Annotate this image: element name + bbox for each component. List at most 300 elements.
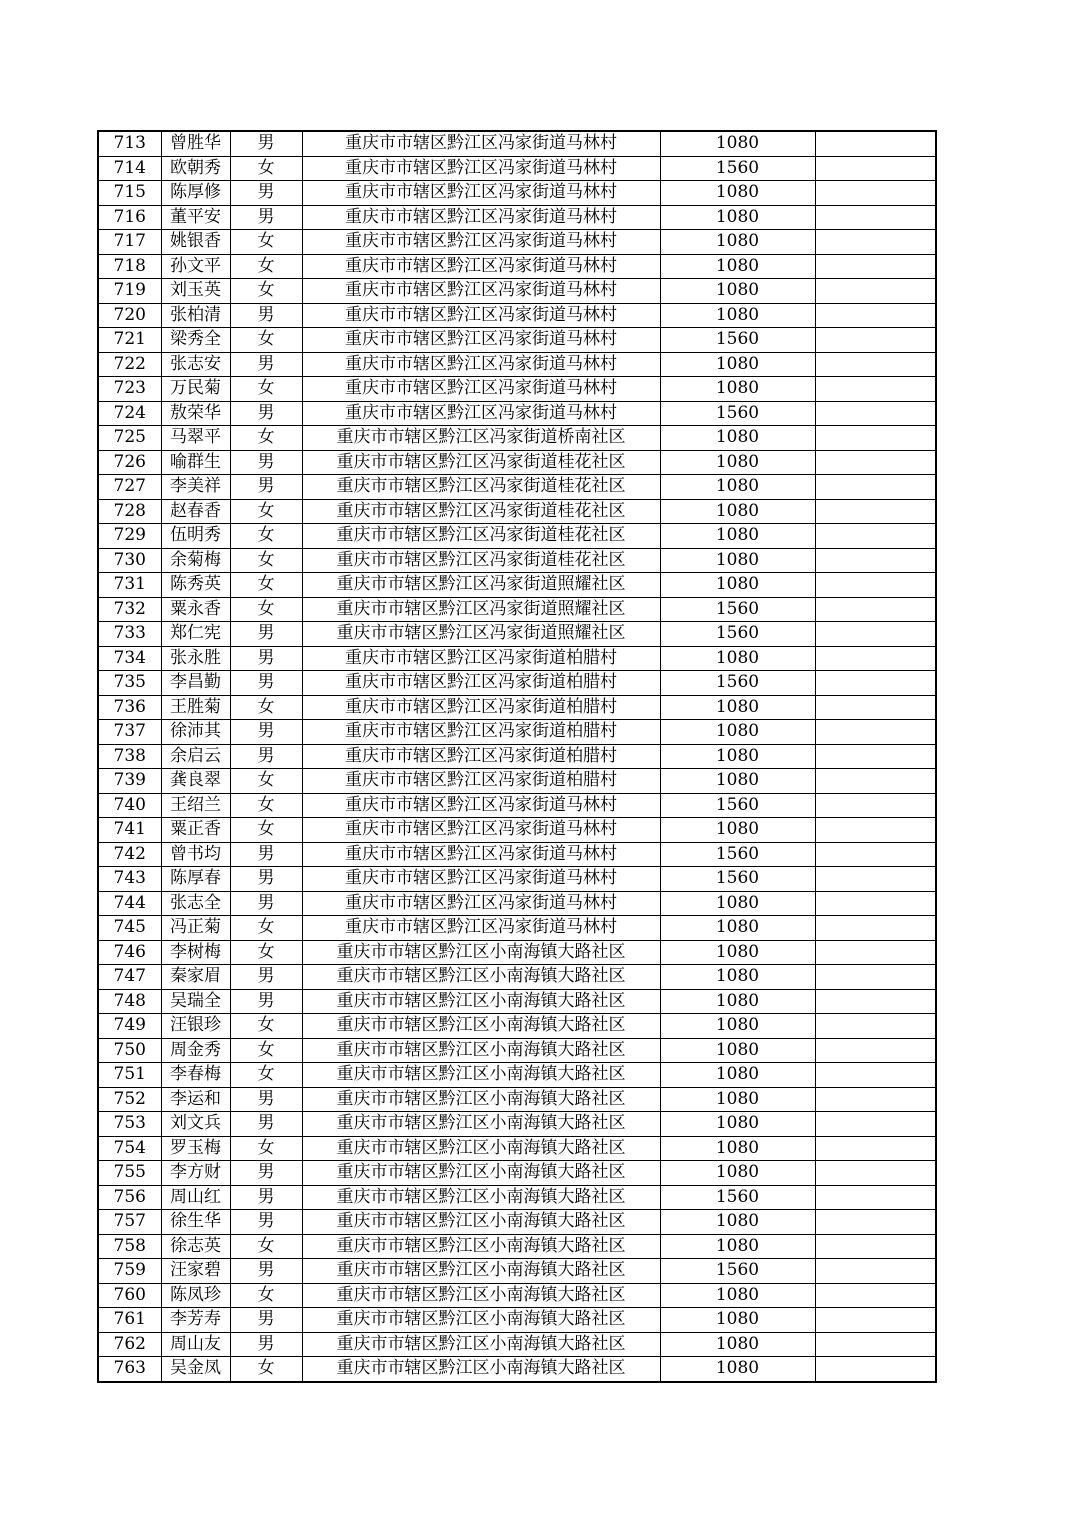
name-cell: 汪家碧 <box>161 1259 230 1284</box>
table-row <box>98 769 936 794</box>
address-cell: 重庆市市辖区黔江区小南海镇大路社区 <box>302 1357 660 1382</box>
note-cell <box>815 842 936 867</box>
sex-cell: 男 <box>230 1210 302 1235</box>
table-row <box>98 842 936 867</box>
note-cell <box>815 1136 936 1161</box>
address-cell: 重庆市市辖区黔江区小南海镇大路社区 <box>302 1308 660 1333</box>
sex-cell: 女 <box>230 426 302 451</box>
address-cell: 重庆市市辖区黔江区冯家街道马林村 <box>302 842 660 867</box>
amount-cell: 1080 <box>660 1332 815 1357</box>
address-cell: 重庆市市辖区黔江区小南海镇大路社区 <box>302 1185 660 1210</box>
table-row <box>98 1283 936 1308</box>
amount-cell: 1080 <box>660 818 815 843</box>
row-number-cell: 741 <box>98 818 161 843</box>
note-cell <box>815 548 936 573</box>
sex-cell: 男 <box>230 1185 302 1210</box>
row-number-cell: 728 <box>98 499 161 524</box>
row-number-cell: 739 <box>98 769 161 794</box>
row-number-cell: 737 <box>98 720 161 745</box>
address-cell: 重庆市市辖区黔江区小南海镇大路社区 <box>302 1136 660 1161</box>
row-number-cell: 713 <box>98 131 161 156</box>
address-cell: 重庆市市辖区黔江区小南海镇大路社区 <box>302 1283 660 1308</box>
note-cell <box>815 156 936 181</box>
sex-cell: 女 <box>230 279 302 304</box>
note-cell <box>815 303 936 328</box>
name-cell: 王胜菊 <box>161 695 230 720</box>
amount-cell: 1560 <box>660 328 815 353</box>
amount-cell: 1080 <box>660 524 815 549</box>
amount-cell: 1080 <box>660 1161 815 1186</box>
address-cell: 重庆市市辖区黔江区冯家街道柏腊村 <box>302 720 660 745</box>
note-cell <box>815 181 936 206</box>
sex-cell: 女 <box>230 1234 302 1259</box>
amount-cell: 1080 <box>660 475 815 500</box>
name-cell: 李美祥 <box>161 475 230 500</box>
table-row <box>98 230 936 255</box>
row-number-cell: 720 <box>98 303 161 328</box>
row-number-cell: 738 <box>98 744 161 769</box>
amount-cell: 1080 <box>660 720 815 745</box>
table-row <box>98 793 936 818</box>
address-cell: 重庆市市辖区黔江区冯家街道马林村 <box>302 401 660 426</box>
sex-cell: 女 <box>230 818 302 843</box>
address-cell: 重庆市市辖区黔江区小南海镇大路社区 <box>302 1210 660 1235</box>
table-row <box>98 1357 936 1382</box>
address-cell: 重庆市市辖区黔江区冯家街道桂花社区 <box>302 524 660 549</box>
sex-cell: 男 <box>230 205 302 230</box>
address-cell: 重庆市市辖区黔江区冯家街道桂花社区 <box>302 475 660 500</box>
amount-cell: 1080 <box>660 1063 815 1088</box>
address-cell: 重庆市市辖区黔江区冯家街道马林村 <box>302 818 660 843</box>
name-cell: 陈厚修 <box>161 181 230 206</box>
name-cell: 周山红 <box>161 1185 230 1210</box>
amount-cell: 1560 <box>660 867 815 892</box>
name-cell: 刘玉英 <box>161 279 230 304</box>
note-cell <box>815 205 936 230</box>
address-cell: 重庆市市辖区黔江区冯家街道照耀社区 <box>302 573 660 598</box>
amount-cell: 1560 <box>660 597 815 622</box>
note-cell <box>815 818 936 843</box>
name-cell: 郑仁宪 <box>161 622 230 647</box>
name-cell: 刘文兵 <box>161 1112 230 1137</box>
amount-cell: 1080 <box>660 450 815 475</box>
row-number-cell: 763 <box>98 1357 161 1382</box>
note-cell <box>815 426 936 451</box>
row-number-cell: 724 <box>98 401 161 426</box>
sex-cell: 男 <box>230 1112 302 1137</box>
note-cell <box>815 499 936 524</box>
row-number-cell: 749 <box>98 1014 161 1039</box>
sex-cell: 女 <box>230 1038 302 1063</box>
amount-cell: 1560 <box>660 671 815 696</box>
table-row <box>98 279 936 304</box>
table-row <box>98 891 936 916</box>
table-row <box>98 475 936 500</box>
address-cell: 重庆市市辖区黔江区冯家街道桂花社区 <box>302 548 660 573</box>
table-row <box>98 426 936 451</box>
note-cell <box>815 524 936 549</box>
row-number-cell: 718 <box>98 254 161 279</box>
row-number-cell: 734 <box>98 646 161 671</box>
note-cell <box>815 671 936 696</box>
address-cell: 重庆市市辖区黔江区冯家街道桂花社区 <box>302 450 660 475</box>
name-cell: 李树梅 <box>161 940 230 965</box>
sex-cell: 女 <box>230 940 302 965</box>
amount-cell: 1080 <box>660 1014 815 1039</box>
row-number-cell: 717 <box>98 230 161 255</box>
amount-cell: 1080 <box>660 1136 815 1161</box>
amount-cell: 1080 <box>660 1112 815 1137</box>
row-number-cell: 732 <box>98 597 161 622</box>
name-cell: 秦家眉 <box>161 965 230 990</box>
address-cell: 重庆市市辖区黔江区冯家街道照耀社区 <box>302 597 660 622</box>
table-row <box>98 450 936 475</box>
note-cell <box>815 965 936 990</box>
sex-cell: 男 <box>230 181 302 206</box>
amount-cell: 1080 <box>660 131 815 156</box>
amount-cell: 1080 <box>660 940 815 965</box>
note-cell <box>815 1210 936 1235</box>
sex-cell: 女 <box>230 695 302 720</box>
address-cell: 重庆市市辖区黔江区冯家街道马林村 <box>302 891 660 916</box>
row-number-cell: 750 <box>98 1038 161 1063</box>
table-row <box>98 205 936 230</box>
sex-cell: 女 <box>230 1136 302 1161</box>
name-cell: 徐沛其 <box>161 720 230 745</box>
sex-cell: 女 <box>230 524 302 549</box>
row-number-cell: 725 <box>98 426 161 451</box>
sex-cell: 女 <box>230 377 302 402</box>
note-cell <box>815 695 936 720</box>
sex-cell: 女 <box>230 254 302 279</box>
amount-cell: 1560 <box>660 1185 815 1210</box>
address-cell: 重庆市市辖区黔江区小南海镇大路社区 <box>302 1259 660 1284</box>
sex-cell: 男 <box>230 475 302 500</box>
sex-cell: 男 <box>230 1259 302 1284</box>
name-cell: 周山友 <box>161 1332 230 1357</box>
name-cell: 李方财 <box>161 1161 230 1186</box>
amount-cell: 1080 <box>660 1087 815 1112</box>
sex-cell: 男 <box>230 671 302 696</box>
sex-cell: 男 <box>230 1087 302 1112</box>
table-row <box>98 352 936 377</box>
note-cell <box>815 744 936 769</box>
amount-cell: 1080 <box>660 303 815 328</box>
name-cell: 余菊梅 <box>161 548 230 573</box>
note-cell <box>815 646 936 671</box>
sex-cell: 女 <box>230 328 302 353</box>
name-cell: 李昌勤 <box>161 671 230 696</box>
name-cell: 张永胜 <box>161 646 230 671</box>
table-row <box>98 131 936 156</box>
table-row <box>98 573 936 598</box>
amount-cell: 1080 <box>660 744 815 769</box>
amount-cell: 1080 <box>660 1283 815 1308</box>
name-cell: 徐志英 <box>161 1234 230 1259</box>
address-cell: 重庆市市辖区黔江区冯家街道马林村 <box>302 279 660 304</box>
note-cell <box>815 1038 936 1063</box>
sex-cell: 男 <box>230 989 302 1014</box>
note-cell <box>815 989 936 1014</box>
table-row <box>98 1063 936 1088</box>
row-number-cell: 740 <box>98 793 161 818</box>
note-cell <box>815 573 936 598</box>
table-row <box>98 597 936 622</box>
address-cell: 重庆市市辖区黔江区小南海镇大路社区 <box>302 1161 660 1186</box>
name-cell: 王绍兰 <box>161 793 230 818</box>
amount-cell: 1080 <box>660 1210 815 1235</box>
amount-cell: 1080 <box>660 426 815 451</box>
note-cell <box>815 328 936 353</box>
note-cell <box>815 1112 936 1137</box>
name-cell: 粟正香 <box>161 818 230 843</box>
row-number-cell: 727 <box>98 475 161 500</box>
table-row <box>98 1210 936 1235</box>
table-row <box>98 1038 936 1063</box>
name-cell: 喻群生 <box>161 450 230 475</box>
table-row <box>98 1014 936 1039</box>
sex-cell: 男 <box>230 303 302 328</box>
sex-cell: 女 <box>230 916 302 941</box>
note-cell <box>815 720 936 745</box>
name-cell: 徐生华 <box>161 1210 230 1235</box>
sex-cell: 男 <box>230 842 302 867</box>
address-cell: 重庆市市辖区黔江区小南海镇大路社区 <box>302 940 660 965</box>
sex-cell: 男 <box>230 352 302 377</box>
name-cell: 梁秀全 <box>161 328 230 353</box>
note-cell <box>815 377 936 402</box>
sex-cell: 女 <box>230 1014 302 1039</box>
amount-cell: 1080 <box>660 769 815 794</box>
amount-cell: 1080 <box>660 891 815 916</box>
sex-cell: 男 <box>230 720 302 745</box>
name-cell: 张志全 <box>161 891 230 916</box>
row-number-cell: 730 <box>98 548 161 573</box>
amount-cell: 1080 <box>660 181 815 206</box>
amount-cell: 1080 <box>660 279 815 304</box>
name-cell: 曾书均 <box>161 842 230 867</box>
address-cell: 重庆市市辖区黔江区冯家街道柏腊村 <box>302 769 660 794</box>
sex-cell: 女 <box>230 1063 302 1088</box>
name-cell: 罗玉梅 <box>161 1136 230 1161</box>
note-cell <box>815 475 936 500</box>
amount-cell: 1080 <box>660 1038 815 1063</box>
sex-cell: 男 <box>230 622 302 647</box>
row-number-cell: 735 <box>98 671 161 696</box>
address-cell: 重庆市市辖区黔江区冯家街道柏腊村 <box>302 744 660 769</box>
name-cell: 陈厚春 <box>161 867 230 892</box>
address-cell: 重庆市市辖区黔江区小南海镇大路社区 <box>302 1112 660 1137</box>
table-row <box>98 156 936 181</box>
row-number-cell: 744 <box>98 891 161 916</box>
address-cell: 重庆市市辖区黔江区冯家街道柏腊村 <box>302 695 660 720</box>
address-cell: 重庆市市辖区黔江区小南海镇大路社区 <box>302 1332 660 1357</box>
sex-cell: 男 <box>230 401 302 426</box>
note-cell <box>815 1283 936 1308</box>
row-number-cell: 731 <box>98 573 161 598</box>
note-cell <box>815 131 936 156</box>
address-cell: 重庆市市辖区黔江区小南海镇大路社区 <box>302 1087 660 1112</box>
row-number-cell: 759 <box>98 1259 161 1284</box>
note-cell <box>815 352 936 377</box>
note-cell <box>815 597 936 622</box>
name-cell: 粟永香 <box>161 597 230 622</box>
table-row <box>98 254 936 279</box>
amount-cell: 1080 <box>660 230 815 255</box>
table-row <box>98 303 936 328</box>
table-row <box>98 1308 936 1333</box>
sex-cell: 女 <box>230 230 302 255</box>
row-number-cell: 757 <box>98 1210 161 1235</box>
sex-cell: 男 <box>230 891 302 916</box>
note-cell <box>815 279 936 304</box>
address-cell: 重庆市市辖区黔江区冯家街道桂花社区 <box>302 499 660 524</box>
name-cell: 李运和 <box>161 1087 230 1112</box>
row-number-cell: 733 <box>98 622 161 647</box>
note-cell <box>815 1308 936 1333</box>
address-cell: 重庆市市辖区黔江区小南海镇大路社区 <box>302 989 660 1014</box>
name-cell: 姚银香 <box>161 230 230 255</box>
address-cell: 重庆市市辖区黔江区冯家街道柏腊村 <box>302 646 660 671</box>
row-number-cell: 747 <box>98 965 161 990</box>
table-row <box>98 328 936 353</box>
sex-cell: 男 <box>230 131 302 156</box>
amount-cell: 1560 <box>660 1259 815 1284</box>
address-cell: 重庆市市辖区黔江区冯家街道马林村 <box>302 352 660 377</box>
sex-cell: 男 <box>230 744 302 769</box>
address-cell: 重庆市市辖区黔江区冯家街道马林村 <box>302 793 660 818</box>
sex-cell: 男 <box>230 867 302 892</box>
row-number-cell: 714 <box>98 156 161 181</box>
row-number-cell: 736 <box>98 695 161 720</box>
roster-table <box>97 130 937 1383</box>
table-row <box>98 1161 936 1186</box>
address-cell: 重庆市市辖区黔江区小南海镇大路社区 <box>302 1014 660 1039</box>
row-number-cell: 742 <box>98 842 161 867</box>
table-row <box>98 720 936 745</box>
name-cell: 曾胜华 <box>161 131 230 156</box>
name-cell: 吴瑞全 <box>161 989 230 1014</box>
sex-cell: 女 <box>230 1283 302 1308</box>
name-cell: 龚良翠 <box>161 769 230 794</box>
note-cell <box>815 254 936 279</box>
sex-cell: 女 <box>230 597 302 622</box>
address-cell: 重庆市市辖区黔江区冯家街道马林村 <box>302 131 660 156</box>
address-cell: 重庆市市辖区黔江区冯家街道马林村 <box>302 254 660 279</box>
sex-cell: 男 <box>230 646 302 671</box>
amount-cell: 1080 <box>660 989 815 1014</box>
name-cell: 万民菊 <box>161 377 230 402</box>
address-cell: 重庆市市辖区黔江区小南海镇大路社区 <box>302 965 660 990</box>
address-cell: 重庆市市辖区黔江区小南海镇大路社区 <box>302 1038 660 1063</box>
row-number-cell: 754 <box>98 1136 161 1161</box>
note-cell <box>815 793 936 818</box>
amount-cell: 1080 <box>660 254 815 279</box>
note-cell <box>815 1014 936 1039</box>
name-cell: 汪银珍 <box>161 1014 230 1039</box>
address-cell: 重庆市市辖区黔江区小南海镇大路社区 <box>302 1234 660 1259</box>
name-cell: 赵春香 <box>161 499 230 524</box>
row-number-cell: 745 <box>98 916 161 941</box>
address-cell: 重庆市市辖区黔江区冯家街道马林村 <box>302 328 660 353</box>
amount-cell: 1080 <box>660 205 815 230</box>
row-number-cell: 746 <box>98 940 161 965</box>
table-row <box>98 867 936 892</box>
table-row <box>98 818 936 843</box>
table-row <box>98 940 936 965</box>
table-row <box>98 646 936 671</box>
table-row <box>98 622 936 647</box>
name-cell: 陈秀英 <box>161 573 230 598</box>
amount-cell: 1080 <box>660 1357 815 1382</box>
sex-cell: 女 <box>230 573 302 598</box>
amount-cell: 1080 <box>660 352 815 377</box>
table-row <box>98 695 936 720</box>
name-cell: 周金秀 <box>161 1038 230 1063</box>
amount-cell: 1080 <box>660 1308 815 1333</box>
sex-cell: 女 <box>230 499 302 524</box>
table-row <box>98 744 936 769</box>
note-cell <box>815 1087 936 1112</box>
amount-cell: 1560 <box>660 401 815 426</box>
row-number-cell: 715 <box>98 181 161 206</box>
address-cell: 重庆市市辖区黔江区小南海镇大路社区 <box>302 1063 660 1088</box>
amount-cell: 1080 <box>660 695 815 720</box>
sex-cell: 男 <box>230 1161 302 1186</box>
address-cell: 重庆市市辖区黔江区冯家街道柏腊村 <box>302 671 660 696</box>
note-cell <box>815 1185 936 1210</box>
name-cell: 李芳寿 <box>161 1308 230 1333</box>
address-cell: 重庆市市辖区黔江区冯家街道桥南社区 <box>302 426 660 451</box>
note-cell <box>815 1357 936 1382</box>
table-row <box>98 1136 936 1161</box>
amount-cell: 1080 <box>660 377 815 402</box>
note-cell <box>815 916 936 941</box>
table-row <box>98 989 936 1014</box>
row-number-cell: 719 <box>98 279 161 304</box>
sex-cell: 男 <box>230 450 302 475</box>
note-cell <box>815 1161 936 1186</box>
row-number-cell: 743 <box>98 867 161 892</box>
name-cell: 张志安 <box>161 352 230 377</box>
row-number-cell: 756 <box>98 1185 161 1210</box>
sex-cell: 男 <box>230 1332 302 1357</box>
table-row <box>98 1234 936 1259</box>
address-cell: 重庆市市辖区黔江区冯家街道马林村 <box>302 867 660 892</box>
row-number-cell: 753 <box>98 1112 161 1137</box>
address-cell: 重庆市市辖区黔江区冯家街道马林村 <box>302 156 660 181</box>
name-cell: 马翠平 <box>161 426 230 451</box>
address-cell: 重庆市市辖区黔江区冯家街道照耀社区 <box>302 622 660 647</box>
amount-cell: 1080 <box>660 646 815 671</box>
name-cell: 欧朝秀 <box>161 156 230 181</box>
row-number-cell: 726 <box>98 450 161 475</box>
address-cell: 重庆市市辖区黔江区冯家街道马林村 <box>302 377 660 402</box>
sex-cell: 女 <box>230 156 302 181</box>
note-cell <box>815 450 936 475</box>
table-row <box>98 1185 936 1210</box>
amount-cell: 1080 <box>660 499 815 524</box>
sex-cell: 女 <box>230 1357 302 1382</box>
name-cell: 吴金凤 <box>161 1357 230 1382</box>
name-cell: 张柏清 <box>161 303 230 328</box>
name-cell: 孙文平 <box>161 254 230 279</box>
address-cell: 重庆市市辖区黔江区冯家街道马林村 <box>302 181 660 206</box>
row-number-cell: 751 <box>98 1063 161 1088</box>
note-cell <box>815 940 936 965</box>
table-row <box>98 916 936 941</box>
address-cell: 重庆市市辖区黔江区冯家街道马林村 <box>302 205 660 230</box>
